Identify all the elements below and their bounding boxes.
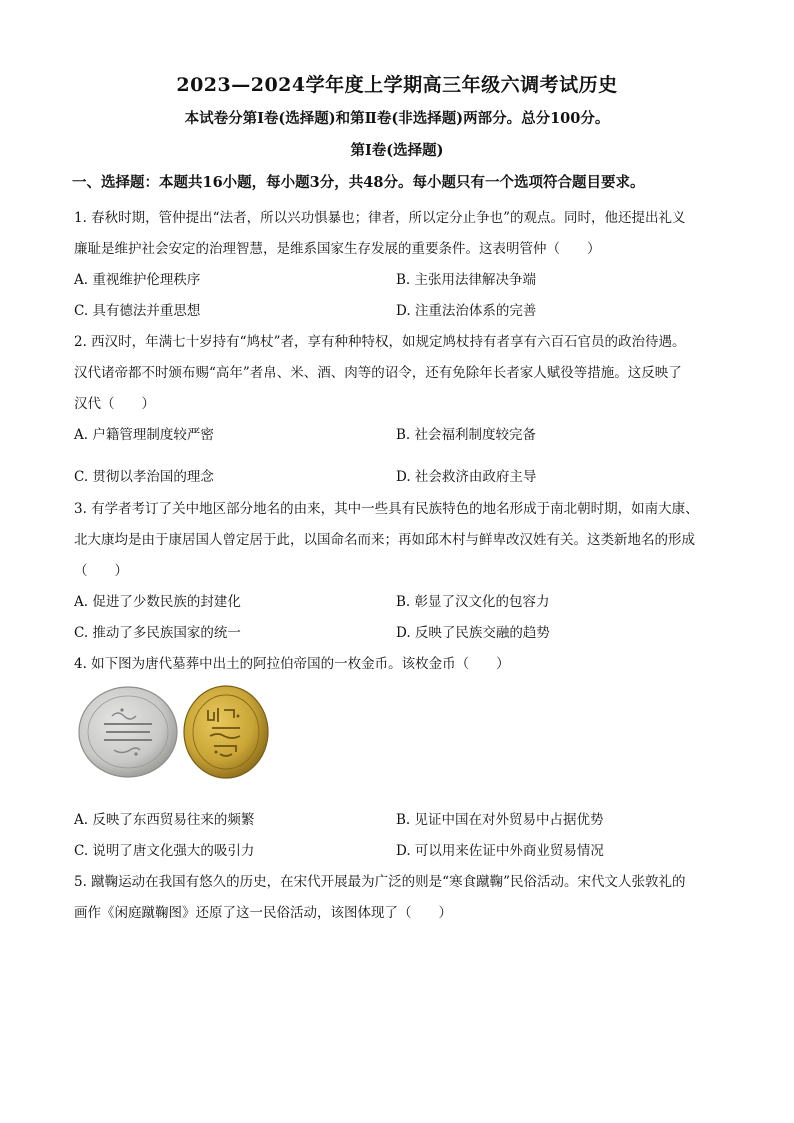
- question-4-option-d: D. 可以用来佐证中外商业贸易情况: [396, 843, 604, 859]
- question-3-line-3: （ ）: [74, 563, 128, 579]
- question-2-line-3: 汉代（ ）: [74, 396, 155, 412]
- question-1-option-d: D. 注重法治体系的完善: [396, 303, 537, 319]
- question-5-line-1: 5. 蹴鞠运动在我国有悠久的历史，在宋代开展最为广泛的则是“寒食蹴鞠”民俗活动。宋代文人张敦礼的: [74, 874, 686, 890]
- question-4-option-b: B. 见证中国在对外贸易中占据优势: [396, 812, 604, 828]
- question-4-option-a: A. 反映了东西贸易往来的频繁: [74, 812, 255, 828]
- question-2-option-c: C. 贯彻以孝治国的理念: [74, 469, 214, 485]
- question-2-line-2: 汉代诸帝都不时颁布赐“高年”者帛、米、酒、肉等的诏令，还有免除年长者家人赋役等措施。这反映了: [74, 365, 682, 381]
- question-2-option-a: A. 户籍管理制度较严密: [74, 427, 214, 443]
- exam-title: 2023—2024学年度上学期高三年级六调考试历史: [176, 74, 618, 96]
- question-3-option-a: A. 促进了少数民族的封建化: [74, 594, 241, 610]
- coins-image: [76, 680, 276, 780]
- question-1-option-a: A. 重视维护伦理秩序: [74, 272, 201, 288]
- question-2-option-d: D. 社会救济由政府主导: [396, 469, 537, 485]
- question-3-line-1: 3. 有学者考订了关中地区部分地名的由来，其中一些具有民族特色的地名形成于南北朝时期，如南大康、: [74, 501, 699, 517]
- silver-coin: [79, 687, 177, 777]
- question-3-option-b: B. 彰显了汉文化的包容力: [396, 594, 550, 610]
- question-2-option-b: B. 社会福利制度较完备: [396, 427, 537, 443]
- question-5-line-2: 画作《闲庭蹴鞠图》还原了这一民俗活动，该图体现了（ ）: [74, 905, 452, 921]
- question-3-option-c: C. 推动了多民族国家的统一: [74, 625, 241, 641]
- question-1-option-b: B. 主张用法律解决争端: [396, 272, 537, 288]
- question-1-line-2: 廉耻是维护社会安定的治理智慧，是维系国家生存发展的重要条件。这表明管仲（ ）: [74, 241, 601, 257]
- gold-coin: [184, 686, 268, 778]
- question-4-option-c: C. 说明了唐文化强大的吸引力: [74, 843, 255, 859]
- exam-subtitle: 本试卷分第Ⅰ卷(选择题)和第Ⅱ卷(非选择题)两部分。总分100分。: [184, 110, 610, 127]
- part-heading: 第Ⅰ卷(选择题): [350, 142, 444, 159]
- question-2-line-1: 2. 西汉时，年满七十岁持有“鸠杖”者，享有种种特权，如规定鸠杖持有者享有六百石官员的政治待遇。: [74, 334, 686, 350]
- question-4-line-1: 4. 如下图为唐代墓葬中出土的阿拉伯帝国的一枚金币。该枚金币（ ）: [74, 656, 510, 672]
- question-3-line-2: 北大康均是由于康居国人曾定居于此，以国命名而来；再如邱木村与鲜卑改汉姓有关。这类新地名的形成: [74, 532, 695, 548]
- question-1-line-1: 1. 春秋时期，管仲提出“法者，所以兴功惧暴也；律者，所以定分止争也”的观点。同时，他还提出礼义: [74, 210, 686, 226]
- section-heading: 一、选择题：本题共16小题，每小题3分，共48分。每小题只有一个选项符合题目要求。: [72, 174, 645, 191]
- question-1-option-c: C. 具有德法并重思想: [74, 303, 201, 319]
- question-3-option-d: D. 反映了民族交融的趋势: [396, 625, 550, 641]
